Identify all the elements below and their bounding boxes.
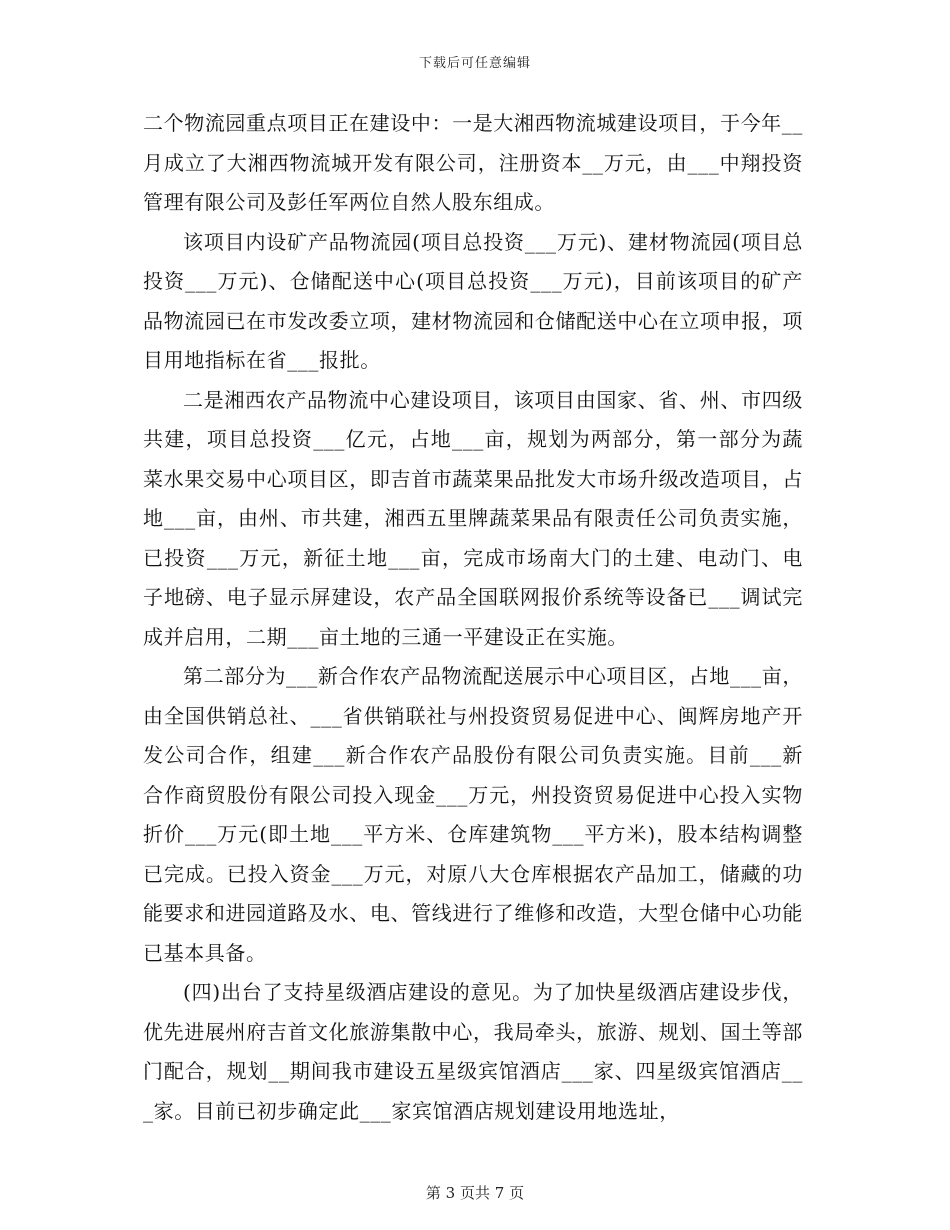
document-body [143, 104, 803, 1131]
paragraph-3: 二是湘西农产品物流中心建设项目，该项目由国家、省、州、市四级共建，项目总投资___亿元，占地___亩，规划为两部分，第一部分为蔬菜水果交易中心项目区，即吉首市蔬菜果品批发大市场升级改造项目，占地___亩，由州、市共建，湘西五里牌蔬菜果品有限责任公司负责实施，已投资___万元，新征土地___亩，完成市场南大门的土建、电动门、电子地磅、电子显示屏建设，农产品全国联网报价系统等设备已___调试完成并启用，二期___亩土地的三通一平建设正在实施。 [143, 387, 803, 649]
page-header: 下载后可任意编辑 [418, 56, 531, 71]
paragraph-4: 第二部分为___新合作农产品物流配送展示中心项目区，占地___亩，由全国供销总社、___省供销联社与州投资贸易促进中心、闽辉房地产开发公司合作，组建___新合作农产品股份有限公司负责实施。目前___新合作商贸股份有限公司投入现金___万元，州投资贸易促进中心投入实物折价___万元(即土地___平方米、仓库建筑物___平方米)，股本结构调整已完成。已投入资金___万元，对原八大仓库根据农产品加工，储藏的功能要求和进园道路及水、电、管线进行了维修和改造，大型仓储中心功能已基本具备。 [143, 664, 803, 965]
paragraph-2: 该项目内设矿产品物流园(项目总投资___万元)、建材物流园(项目总投资___万元)、仓储配送中心(项目总投资___万元)，目前该项目的矿产品物流园已在市发改委立项，建材物流园和仓储配送中心在立项申报，项目用地指标在省___报批。 [143, 229, 803, 372]
paragraph-1: 二个物流园重点项目正在建设中：一是大湘西物流城建设项目，于今年__月成立了大湘西物流城开发有限公司，注册资本__万元，由___中翔投资管理有限公司及彭任军两位自然人股东组成。 [143, 111, 803, 214]
paragraph-5: (四)出台了支持星级酒店建设的意见。为了加快星级酒店建设步伐，优先进展州府吉首文化旅游集散中心，我局牵头，旅游、规划、国土等部门配合，规划__期间我市建设五星级宾馆酒店___家、四星级宾馆酒店___家。目前已初步确定此___家宾馆酒店规划建设用地选址， [143, 980, 803, 1123]
page-number-footer: 第 3 页共 7 页 [425, 1184, 525, 1202]
